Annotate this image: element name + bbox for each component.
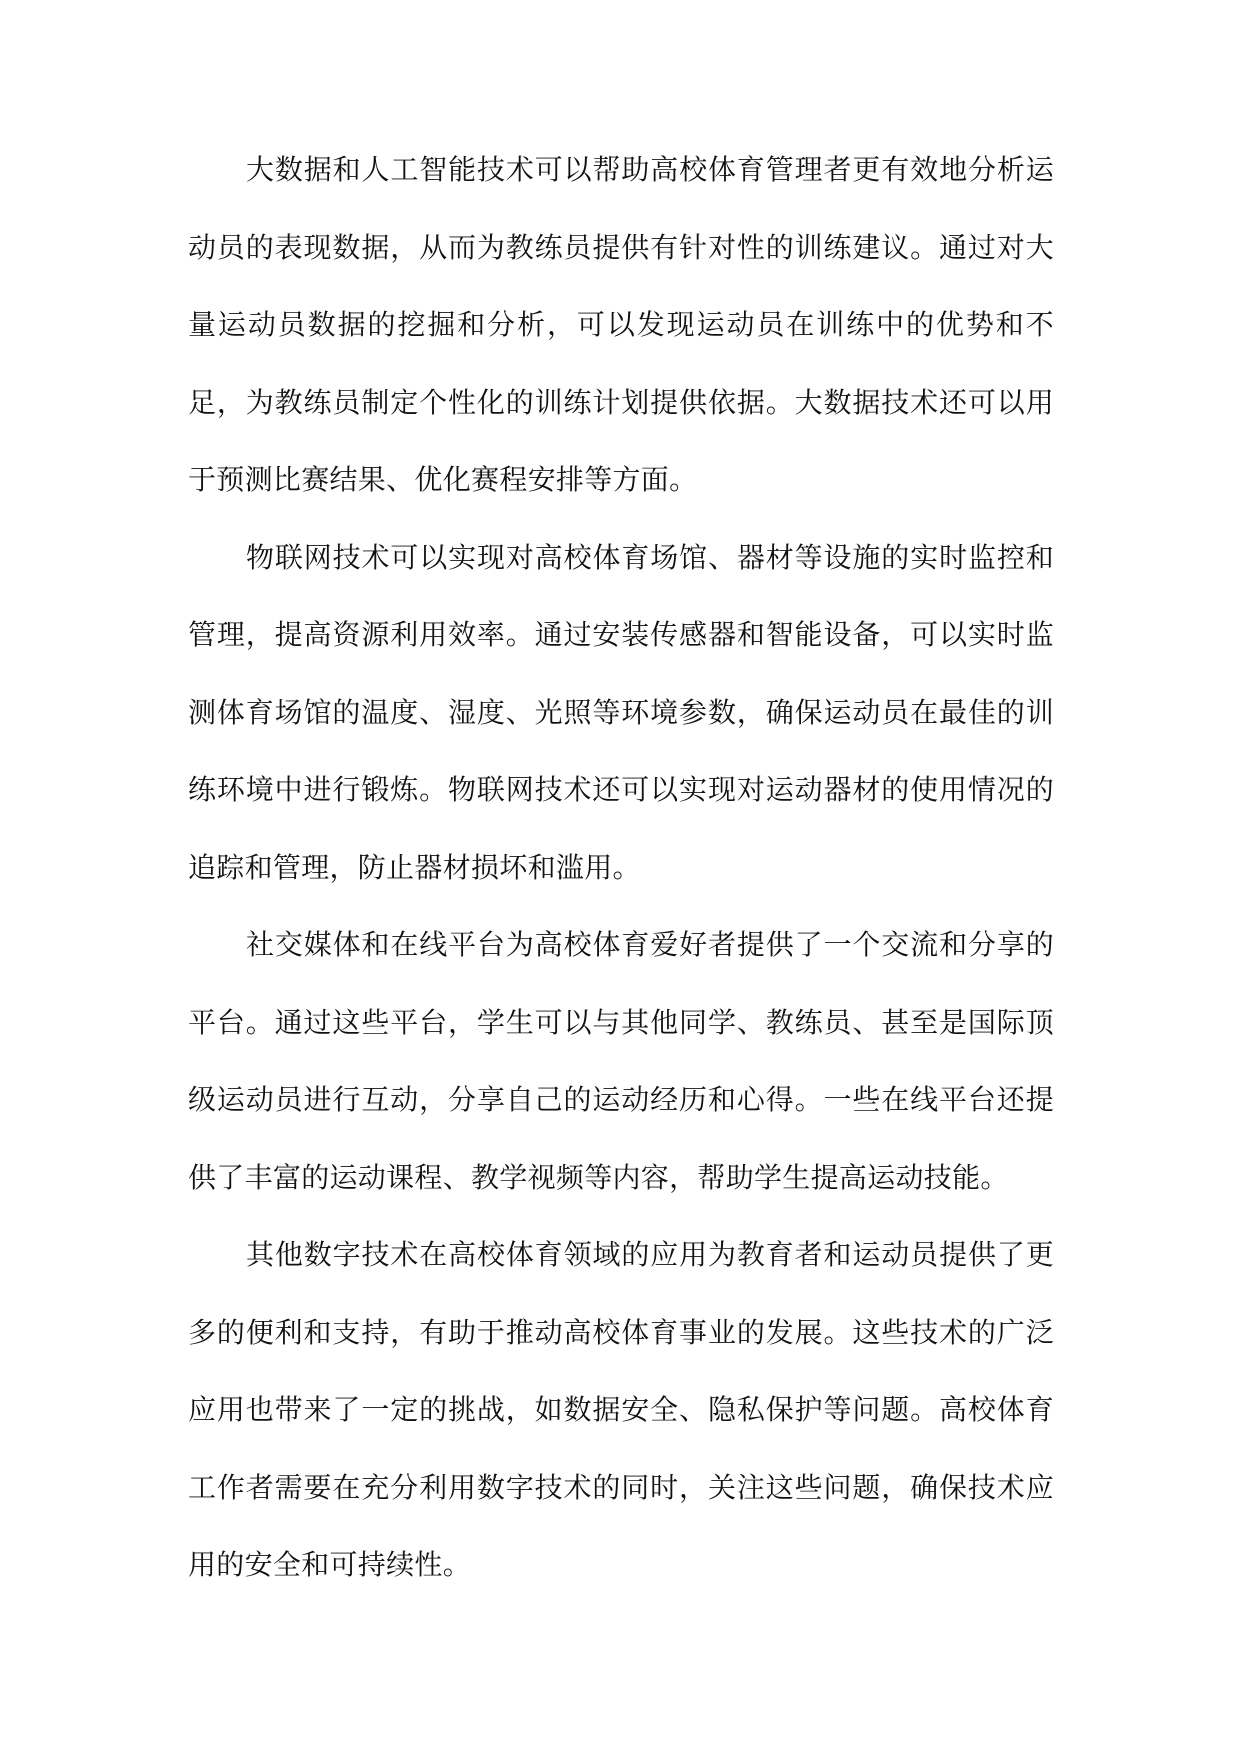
paragraph-big-data-ai: 大数据和人工智能技术可以帮助高校体育管理者更有效地分析运动员的表现数据，从而为教练员提供有针对性的训练建议。通过对大量运动员数据的挖掘和分析，可以发现运动员在训练中的优势和不足，为教练员制定个性化的训练计划提供依据。大数据技术还可以用于预测比赛结果、优化赛程安排等方面。 xyxy=(188,153,1054,496)
paragraph-iot: 物联网技术可以实现对高校体育场馆、器材等设施的实时监控和管理，提高资源利用效率。通过安装传感器和智能设备，可以实时监测体育场馆的温度、湿度、光照等环境参数，确保运动员在最佳的训练环境中进行锻炼。物联网技术还可以实现对运动器材的使用情况的追踪和管理，防止器材损坏和滥用。 xyxy=(188,540,1054,884)
paragraph-other-tech: 其他数字技术在高校体育领域的应用为教育者和运动员提供了更多的便利和支持，有助于推动高校体育事业的发展。这些技术的广泛应用也带来了一定的挑战，如数据安全、隐私保护等问题。高校体育工作者需要在充分利用数字技术的同时，关注这些问题，确保技术应用的安全和可持续性。 xyxy=(188,1238,1054,1581)
document-body xyxy=(188,131,1054,1604)
paragraph-social-media: 社交媒体和在线平台为高校体育爱好者提供了一个交流和分享的平台。通过这些平台，学生可以与其他同学、教练员、甚至是国际顶级运动员进行互动，分享自己的运动经历和心得。一些在线平台还提供了丰富的运动课程、教学视频等内容，帮助学生提高运动技能。 xyxy=(188,928,1054,1194)
